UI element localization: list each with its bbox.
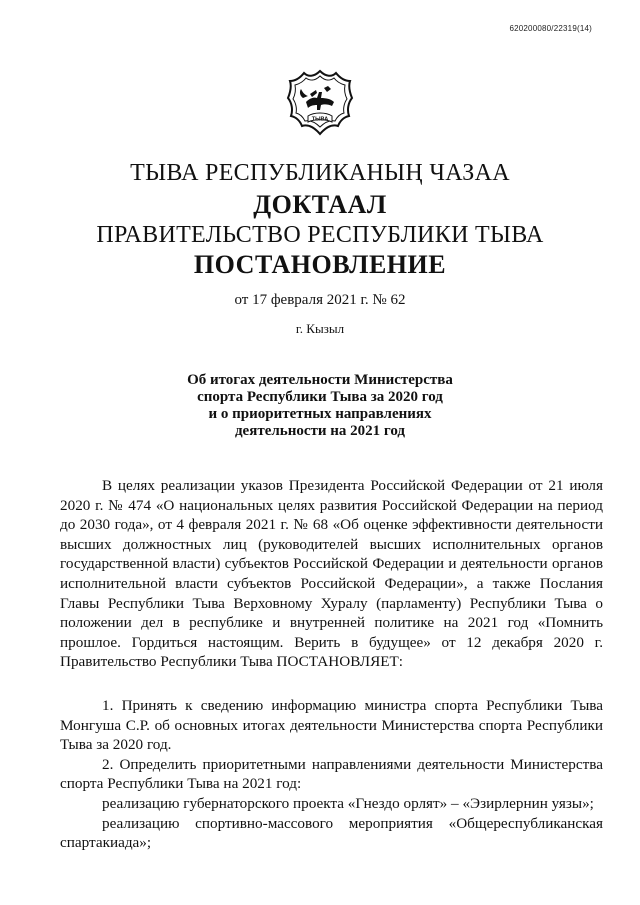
document-date: от 17 февраля 2021 г. № 62 [234,292,406,308]
title-line: спорта Республики Тыва за 2020 год [197,389,443,405]
document-title [160,372,480,440]
title-line: деятельности на 2021 год [234,423,406,439]
title-line: Об итогах деятельности Министерства [187,372,453,388]
tuva-coat-of-arms-icon [286,68,354,138]
coat-of-arms [286,68,354,138]
russian-document-type: ПОСТАНОВЛЕНИЕ [193,250,447,279]
preamble-paragraph: В целях реализации указов Президента Российской Федерации от 21 июля 2020 г. № 474 «О национальных целях развития Российской Федерации на период до 2030 года», от 4 февраля 2021 г. № 68 «Об оценке эффективности деятельности высших должностных лиц (руководителей высших исполнительных органов государственной власти) субъектов Российской Федерации и деятельности органов исполнительной власти субъектов Российской Федерации», а также Послания Главы Республики Тыва Верховному Хуралу (парламенту) Республики Тыва о положении дел в республике и внутренней политике на 2021 год «Помнить прошлое. Гордиться настоящим. Верить в будущее» от 12 декабря 2020 г. Правительство Республики Тыва ПОСТАНОВЛЯЕТ: [60,477,603,671]
document-city: г. Кызыл [295,321,345,336]
priority-item: реализацию губернаторского проекта «Гнездо орлят» – «Эзирлернин уязы»; [102,794,594,812]
resolution-item: 2. Определить приоритетными направлениями деятельности Министерства спорта Республики Тыва на 2021 год: [60,755,603,793]
russian-government-name: ПРАВИТЕЛЬСТВО РЕСПУБЛИКИ ТЫВА [96,222,544,248]
resolution-item: 1. Принять к сведению информацию министра спорта Республики Тыва Монгуша С.Р. об основных итогах деятельности Министерства спорта Республики Тыва за 2020 год. [60,696,603,754]
paragraph-gap [60,672,603,696]
priority-item: реализацию спортивно-массового мероприятия «Общереспубликанская спартакиада»; [60,814,603,852]
document-body [60,476,603,853]
title-line: и о приоритетных направлениях [208,406,432,422]
document-number: 620200080/22319(14) [509,24,592,33]
tuvan-document-type: ДОКТААЛ [253,190,387,219]
tuvan-government-name: ТЫВА РЕСПУБЛИКАНЫҢ ЧАЗАА [130,160,510,186]
emblem-text: ТЫВА [311,116,329,123]
